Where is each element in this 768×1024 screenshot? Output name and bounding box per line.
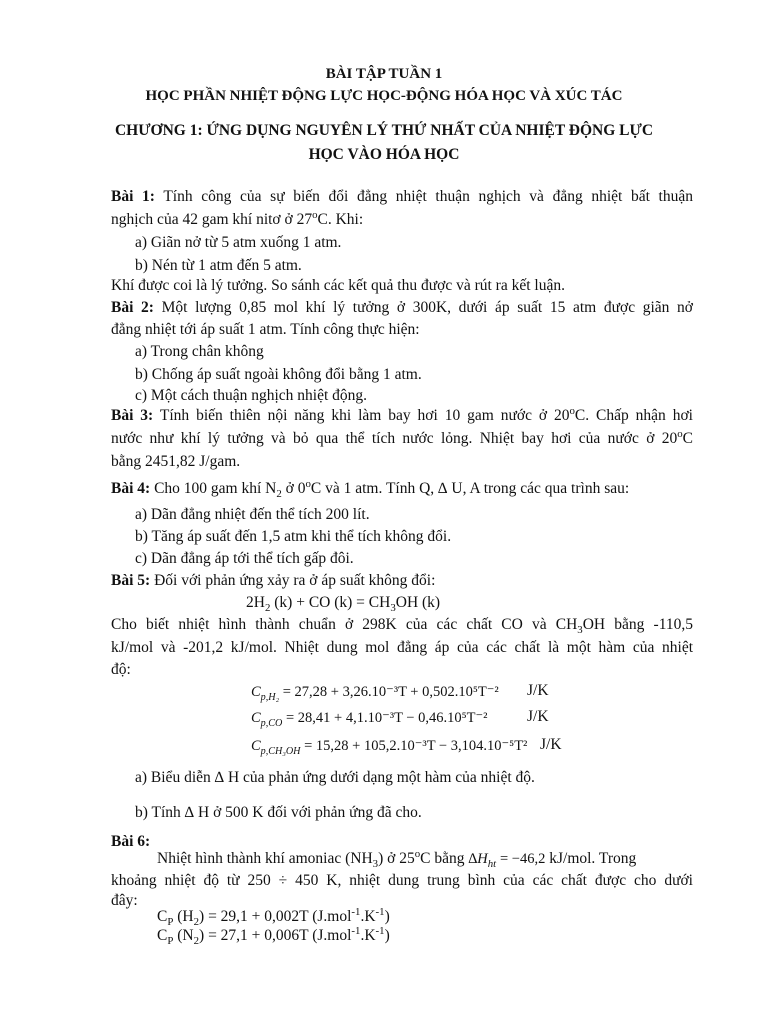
cp-text: ) bbox=[384, 927, 390, 944]
unit-label: J/K bbox=[527, 682, 549, 699]
bai6-label-line bbox=[111, 832, 150, 852]
subscript: 3 bbox=[372, 858, 379, 871]
cp-text: .K bbox=[360, 927, 376, 944]
bai1-item-a: a) Giãn nở từ 5 atm xuống 1 atm. bbox=[135, 234, 342, 251]
bai2-label: Bài 2: bbox=[111, 299, 154, 316]
bai2-line2: đẳng nhiệt tới áp suất 1 atm. Tính công thực hiện: bbox=[111, 321, 420, 338]
subscript: 2 bbox=[276, 488, 282, 501]
degree-sup: o bbox=[677, 427, 683, 440]
equation-cp-co bbox=[251, 710, 488, 727]
bai6-cp-n2 bbox=[157, 926, 390, 946]
degree-sup: o bbox=[312, 208, 318, 221]
eq-symbol: C bbox=[251, 738, 261, 754]
bai4-item-c: c) Dãn đẳng áp tới thể tích gấp đôi. bbox=[135, 550, 354, 567]
eq-symbol: C bbox=[251, 684, 261, 700]
bai5-label: Bài 5: bbox=[111, 572, 151, 589]
subscript: 3 bbox=[390, 602, 396, 615]
title-course: HỌC PHẦN NHIỆT ĐỘNG LỰC HỌC-ĐỘNG HÓA HỌC VÀ XÚC TÁC bbox=[145, 88, 623, 104]
bai3-line1 bbox=[111, 406, 693, 426]
bai1-text2a: nghịch của 42 gam khí nitơ ở 27 bbox=[111, 211, 313, 228]
superscript: -1 bbox=[375, 905, 385, 918]
bai4-text1a: Cho 100 gam khí N bbox=[154, 480, 277, 497]
bai2-item-c: c) Một cách thuận nghịch nhiệt động. bbox=[135, 387, 368, 404]
bai2-item-a: a) Trong chân không bbox=[135, 343, 264, 360]
bai5-line3: kJ/mol và -201,2 kJ/mol. Nhiệt dung mol đẳng áp của các chất là một hàm của nhiệt bbox=[111, 639, 693, 656]
eq-symbol: C bbox=[251, 710, 261, 726]
bai6-text1b: ) ở 25 bbox=[378, 850, 415, 867]
delta-h-symbol: ∆H bbox=[468, 851, 488, 867]
eq-subscript: p,H₂ bbox=[260, 691, 280, 703]
bai6-line3: đây: bbox=[111, 892, 138, 909]
bai1-text1: Tính công của sự biến đổi đẳng nhiệt thuận nghịch và đẳng nhiệt bất thuận bbox=[163, 188, 693, 205]
bai5-text2a: Cho biết nhiệt hình thành chuẩn ở 298K của các chất CO và CH bbox=[111, 616, 578, 633]
eq-value: = −46,2 bbox=[500, 851, 546, 867]
title-week: BÀI TẬP TUẦN 1 bbox=[325, 66, 443, 82]
unit-label: J/K bbox=[540, 736, 562, 753]
cp-text: ) bbox=[384, 908, 390, 925]
subscript: 2 bbox=[193, 935, 200, 948]
bai6-text1a: Nhiệt hình thành khí amoniac (NH bbox=[157, 850, 373, 867]
eq-rhs: = 28,41 + 4,1.10⁻³T − 0,46.10⁵T⁻² bbox=[285, 710, 488, 726]
subscript: P bbox=[167, 935, 174, 948]
eq-subscript: ht bbox=[487, 858, 497, 871]
eq-rhs: = 15,28 + 105,2.10⁻³T − 3,104.10⁻⁵T² bbox=[304, 738, 528, 754]
bai3-text2b: C bbox=[682, 430, 693, 447]
bai1-note: Khí được coi là lý tưởng. So sánh các kết quả thu được và rút ra kết luận. bbox=[111, 277, 565, 294]
bai1-item-b: b) Nén từ 1 atm đến 5 atm. bbox=[135, 257, 302, 274]
equation-cp-ch3oh bbox=[251, 738, 527, 755]
bai5-text2b: OH bằng -110,5 bbox=[582, 616, 693, 633]
bai3-text1b: C. Chấp nhận hơi bbox=[574, 407, 693, 424]
eq-subscript: p,CH₃OH bbox=[260, 745, 301, 757]
degree-sup: o bbox=[414, 847, 421, 860]
bai4-line1 bbox=[111, 479, 629, 499]
bai6-text1d: kJ/mol. Trong bbox=[549, 850, 637, 867]
bai2-text1: Một lượng 0,85 mol khí lý tưởng ở 300K, dưới áp suất 15 atm được giãn nở bbox=[161, 299, 694, 316]
subscript: 2 bbox=[193, 916, 200, 929]
superscript: -1 bbox=[375, 924, 385, 937]
eq-subscript: p,CO bbox=[260, 717, 283, 729]
superscript: -1 bbox=[351, 924, 361, 937]
chapter-title-line1: CHƯƠNG 1: ỨNG DỤNG NGUYÊN LÝ THỨ NHẤT CỦA NHIỆT ĐỘNG LỰC bbox=[114, 122, 654, 139]
bai2-line1 bbox=[111, 298, 693, 318]
cp-text: (N bbox=[173, 927, 194, 944]
bai5-reaction bbox=[246, 593, 440, 613]
bai3-label: Bài 3: bbox=[111, 407, 154, 424]
bai5-line4: độ: bbox=[111, 661, 131, 678]
cp-symbol: C bbox=[157, 927, 168, 944]
chapter-title-line2: HỌC VÀO HÓA HỌC bbox=[308, 146, 460, 163]
bai6-text1c: C bằng bbox=[420, 850, 465, 867]
unit-label: J/K bbox=[527, 708, 549, 725]
cp-text: ) = 27,1 + 0,006T (J.mol bbox=[199, 927, 352, 944]
bai3-line2 bbox=[111, 429, 693, 449]
bai3-line3: bằng 2451,82 J/gam. bbox=[111, 453, 241, 470]
bai4-item-a: a) Dãn đẳng nhiệt đến thể tích 200 lít. bbox=[135, 506, 370, 523]
bai3-text1a: Tính biến thiên nội năng khi làm bay hơi 10 gam nước ở 20 bbox=[159, 407, 570, 424]
bai5-item-a: a) Biểu diễn ∆ H của phản ứng dưới dạng một hàm của nhiệt độ. bbox=[135, 769, 535, 786]
bai5-line2 bbox=[111, 615, 693, 635]
reaction-part: (k) + CO (k) = CH bbox=[270, 594, 391, 611]
reaction-part: 2H bbox=[246, 594, 265, 611]
cp-text: ) = 29,1 + 0,002T (J.mol bbox=[199, 908, 352, 925]
bai5-line1 bbox=[111, 571, 435, 591]
bai5-text1: Đối với phản ứng xảy ra ở áp suất không đổi: bbox=[154, 572, 436, 589]
subscript: 3 bbox=[577, 624, 583, 637]
bai5-item-b: b) Tính ∆ H ở 500 K đối với phản ứng đã cho. bbox=[135, 804, 422, 821]
subscript: 2 bbox=[264, 602, 271, 615]
bai3-text2a: nước như khí lý tưởng và bỏ qua thể tích nước lỏng. Nhiệt bay hơi của nước ở 20 bbox=[111, 430, 678, 447]
equation-cp-h2 bbox=[251, 684, 499, 701]
bai1-line2 bbox=[111, 210, 363, 230]
bai4-label: Bài 4: bbox=[111, 480, 151, 497]
superscript: -1 bbox=[351, 905, 361, 918]
bai6-line2: khoảng nhiệt độ từ 250 ÷ 450 K, nhiệt dung trung bình của các chất được cho dưới bbox=[111, 872, 693, 889]
bai1-line1 bbox=[111, 187, 693, 207]
reaction-part: OH (k) bbox=[395, 594, 441, 611]
degree-sup: o bbox=[569, 404, 575, 417]
cp-text: (H bbox=[173, 908, 194, 925]
bai4-text1c: C và 1 atm. Tính Q, ∆ U, A trong các qua trình sau: bbox=[310, 480, 630, 497]
bai1-text2b: C. Khi: bbox=[317, 211, 364, 228]
bai6-label: Bài 6: bbox=[111, 833, 151, 850]
bai2-item-b: b) Chống áp suất ngoài không đổi bằng 1 atm. bbox=[135, 366, 422, 383]
cp-text: .K bbox=[360, 908, 376, 925]
bai4-item-b: b) Tăng áp suất đến 1,5 atm khi thể tích không đổi. bbox=[135, 528, 452, 545]
subscript: P bbox=[167, 916, 174, 929]
eq-rhs: = 27,28 + 3,26.10⁻³T + 0,502.10⁵T⁻² bbox=[282, 684, 499, 700]
bai6-line1 bbox=[157, 849, 693, 869]
bai1-label: Bài 1: bbox=[111, 188, 155, 205]
degree-sup: o bbox=[305, 477, 311, 490]
cp-symbol: C bbox=[157, 908, 168, 925]
bai4-text1b: ở 0 bbox=[281, 480, 306, 497]
